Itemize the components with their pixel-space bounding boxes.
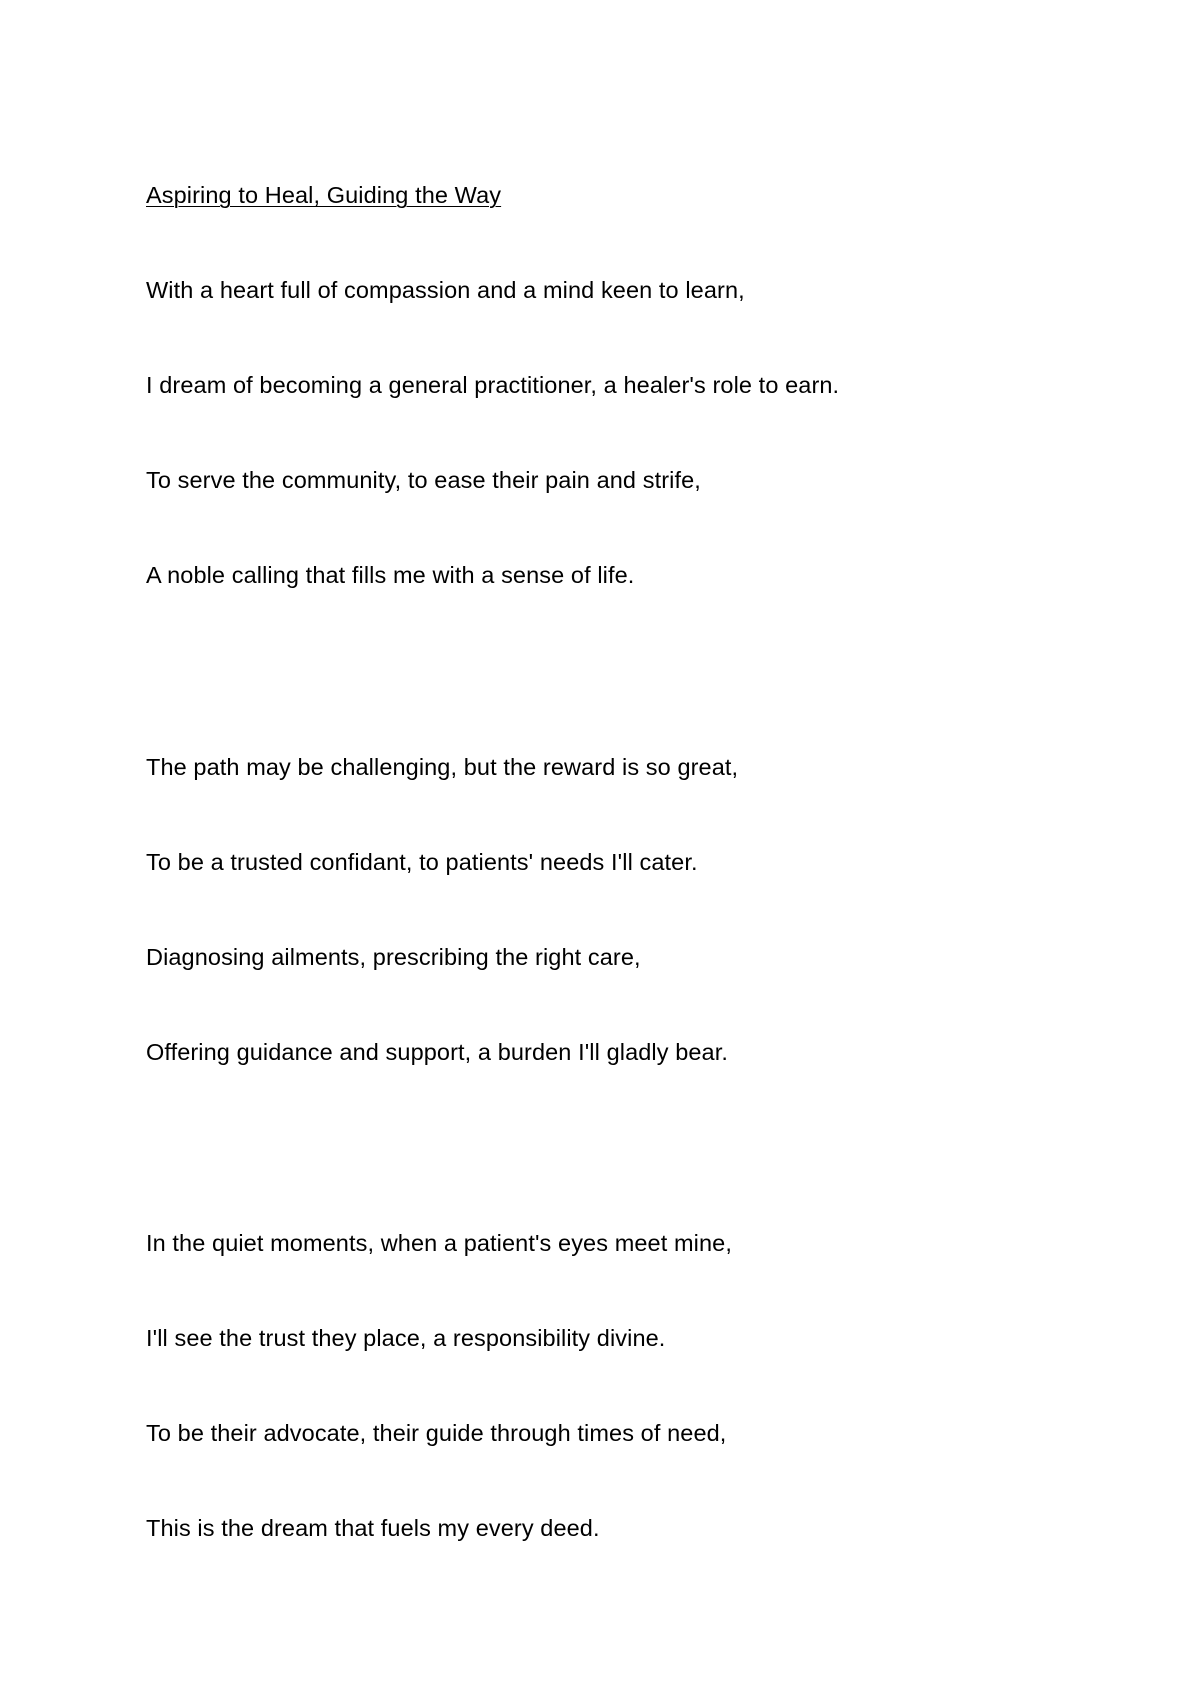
poem-line: The path may be challenging, but the reward is so great, [146,754,739,780]
poem-line: A noble calling that fills me with a sense of life. [146,562,635,588]
poem-line: With a heart full of compassion and a mind keen to learn, [146,277,745,303]
poem-line: In the quiet moments, when a patient's eyes meet mine, [146,1230,732,1256]
poem-line: To be their advocate, their guide through times of need, [146,1420,727,1446]
poem-line: Offering guidance and support, a burden I'll gladly bear. [146,1039,728,1065]
poem-title: Aspiring to Heal, Guiding the Way [146,182,502,208]
poem-line: Diagnosing ailments, prescribing the right care, [146,944,641,970]
poem-line: I dream of becoming a general practitioner, a healer's role to earn. [146,372,840,398]
poem-line: To serve the community, to ease their pain and strife, [146,467,701,493]
poem-line: This is the dream that fuels my every deed. [146,1515,600,1541]
poem-line: To be a trusted confidant, to patients' needs I'll cater. [146,849,698,875]
poem-line: I'll see the trust they place, a responsibility divine. [146,1325,666,1351]
